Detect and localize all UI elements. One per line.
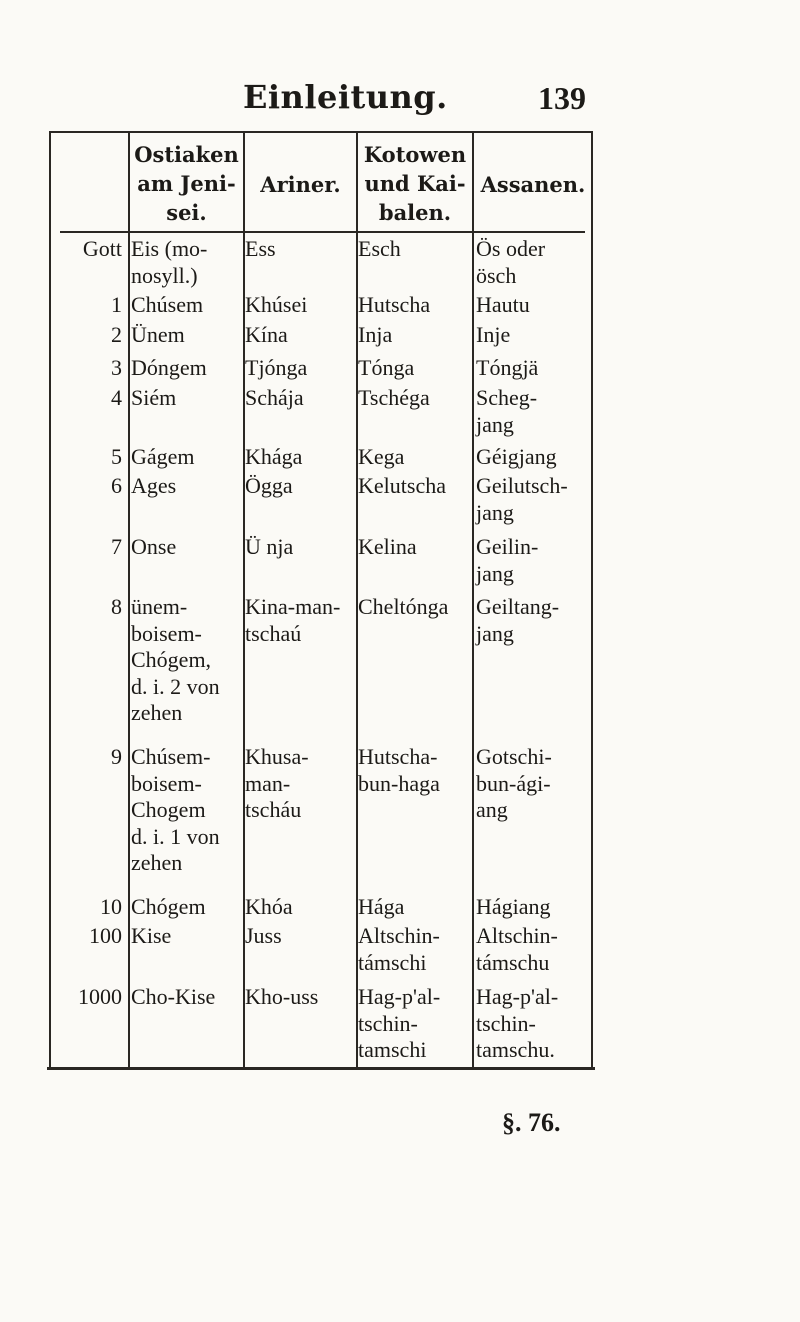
cell-ostiaken: ünem- boisem- Chógem, d. i. 2 von zehen bbox=[131, 594, 220, 725]
header-rule bbox=[60, 231, 585, 233]
cell-assanen: Hautu bbox=[476, 292, 530, 317]
cell-assanen: Inje bbox=[476, 322, 511, 347]
cell-assanen: Geilin- jang bbox=[476, 534, 539, 586]
cell-assanen: Geiltang- jang bbox=[476, 594, 560, 646]
cell-ariner: Ü nja bbox=[245, 534, 294, 559]
cell-ariner: Kho-uss bbox=[245, 984, 319, 1009]
row-label: 9 bbox=[111, 744, 122, 769]
row-label: 1 bbox=[111, 292, 122, 317]
cell-ariner: Juss bbox=[245, 923, 282, 948]
cell-kotowen: Hága bbox=[358, 894, 405, 919]
cell-ariner: Schája bbox=[245, 385, 304, 410]
cell-ostiaken: Chúsem bbox=[131, 292, 204, 317]
cell-assanen: Geilutsch- jang bbox=[476, 473, 568, 525]
cell-kotowen: Kelutscha bbox=[358, 473, 446, 498]
cell-ostiaken: Eis (mo- nosyll.) bbox=[131, 236, 208, 288]
cell-ariner: Kina-man- tschaú bbox=[245, 594, 341, 646]
running-head: Einleitung. bbox=[243, 78, 448, 116]
cell-ariner: Kína bbox=[245, 322, 288, 347]
page-header bbox=[0, 78, 800, 124]
cell-ostiaken: Kise bbox=[131, 923, 172, 948]
cell-kotowen: Kelina bbox=[358, 534, 417, 559]
cell-ostiaken: Ages bbox=[131, 473, 177, 498]
catchword: §. 76. bbox=[502, 1108, 561, 1137]
cell-assanen: Hag-p'al- tschin- tamschu. bbox=[476, 984, 559, 1062]
cell-ostiaken: Gágem bbox=[131, 444, 195, 469]
cell-ostiaken: Ünem bbox=[131, 322, 185, 347]
row-label: 100 bbox=[89, 923, 122, 948]
cell-kotowen: Cheltónga bbox=[358, 594, 449, 619]
cell-assanen: Hágiang bbox=[476, 894, 551, 919]
row-label: 7 bbox=[111, 534, 122, 559]
cell-ariner: Khúsei bbox=[245, 292, 308, 317]
page-number: 139 bbox=[538, 80, 586, 116]
row-label: 4 bbox=[111, 385, 122, 410]
cell-ariner: Khusa- man- tscháu bbox=[245, 744, 309, 822]
cell-ariner: Khága bbox=[245, 444, 303, 469]
cell-kotowen: Inja bbox=[358, 322, 393, 347]
column-header-ostiaken: Ostiaken am Jeni- sei. bbox=[134, 142, 239, 225]
cell-kotowen: Altschin- támschi bbox=[358, 923, 440, 975]
column-header-assanen: Assanen. bbox=[480, 172, 586, 197]
cell-assanen: Gotschi- bun-ági- ang bbox=[476, 744, 552, 822]
row-label: 5 bbox=[111, 444, 122, 469]
cell-kotowen: Hutscha bbox=[358, 292, 431, 317]
cell-ostiaken: Dóngem bbox=[131, 355, 207, 380]
row-label: 1000 bbox=[78, 984, 122, 1009]
cell-kotowen: Hutscha- bun-haga bbox=[358, 744, 440, 796]
row-label: 2 bbox=[111, 322, 122, 347]
row-label: 6 bbox=[111, 473, 122, 498]
cell-ariner: Ess bbox=[245, 236, 276, 261]
cell-assanen: Scheg- jang bbox=[476, 385, 538, 437]
cell-assanen: Ös oder ösch bbox=[476, 236, 546, 288]
cell-ostiaken: Chógem bbox=[131, 894, 206, 919]
row-label: 10 bbox=[100, 894, 122, 919]
cell-ariner: Khóa bbox=[245, 894, 293, 919]
cell-kotowen: Esch bbox=[358, 236, 401, 261]
cell-kotowen: Tónga bbox=[358, 355, 415, 380]
row-label: 8 bbox=[111, 594, 122, 619]
cell-kotowen: Hag-p'al- tschin- tamschi bbox=[358, 984, 441, 1062]
cell-kotowen: Tschéga bbox=[358, 385, 430, 410]
cell-ariner: Ögga bbox=[245, 473, 293, 498]
cell-assanen: Altschin- támschu bbox=[476, 923, 558, 975]
column-header-kotowen: Kotowen und Kai- balen. bbox=[363, 142, 467, 225]
cell-ostiaken: Chúsem- boisem- Chogem d. i. 1 von zehen bbox=[131, 744, 220, 875]
cell-ostiaken: Siém bbox=[131, 385, 177, 410]
column-divider bbox=[472, 131, 474, 1069]
cell-ostiaken: Onse bbox=[131, 534, 177, 559]
cell-assanen: Géigjang bbox=[476, 444, 557, 469]
row-label: Gott bbox=[82, 236, 122, 261]
column-header-ariner: Ariner. bbox=[260, 172, 341, 197]
row-label: 3 bbox=[111, 355, 122, 380]
column-divider bbox=[128, 131, 130, 1069]
cell-ostiaken: Cho-Kise bbox=[131, 984, 216, 1009]
cell-assanen: Tóngjä bbox=[476, 355, 539, 380]
cell-kotowen: Kega bbox=[358, 444, 405, 469]
cell-ariner: Tjónga bbox=[245, 355, 308, 380]
